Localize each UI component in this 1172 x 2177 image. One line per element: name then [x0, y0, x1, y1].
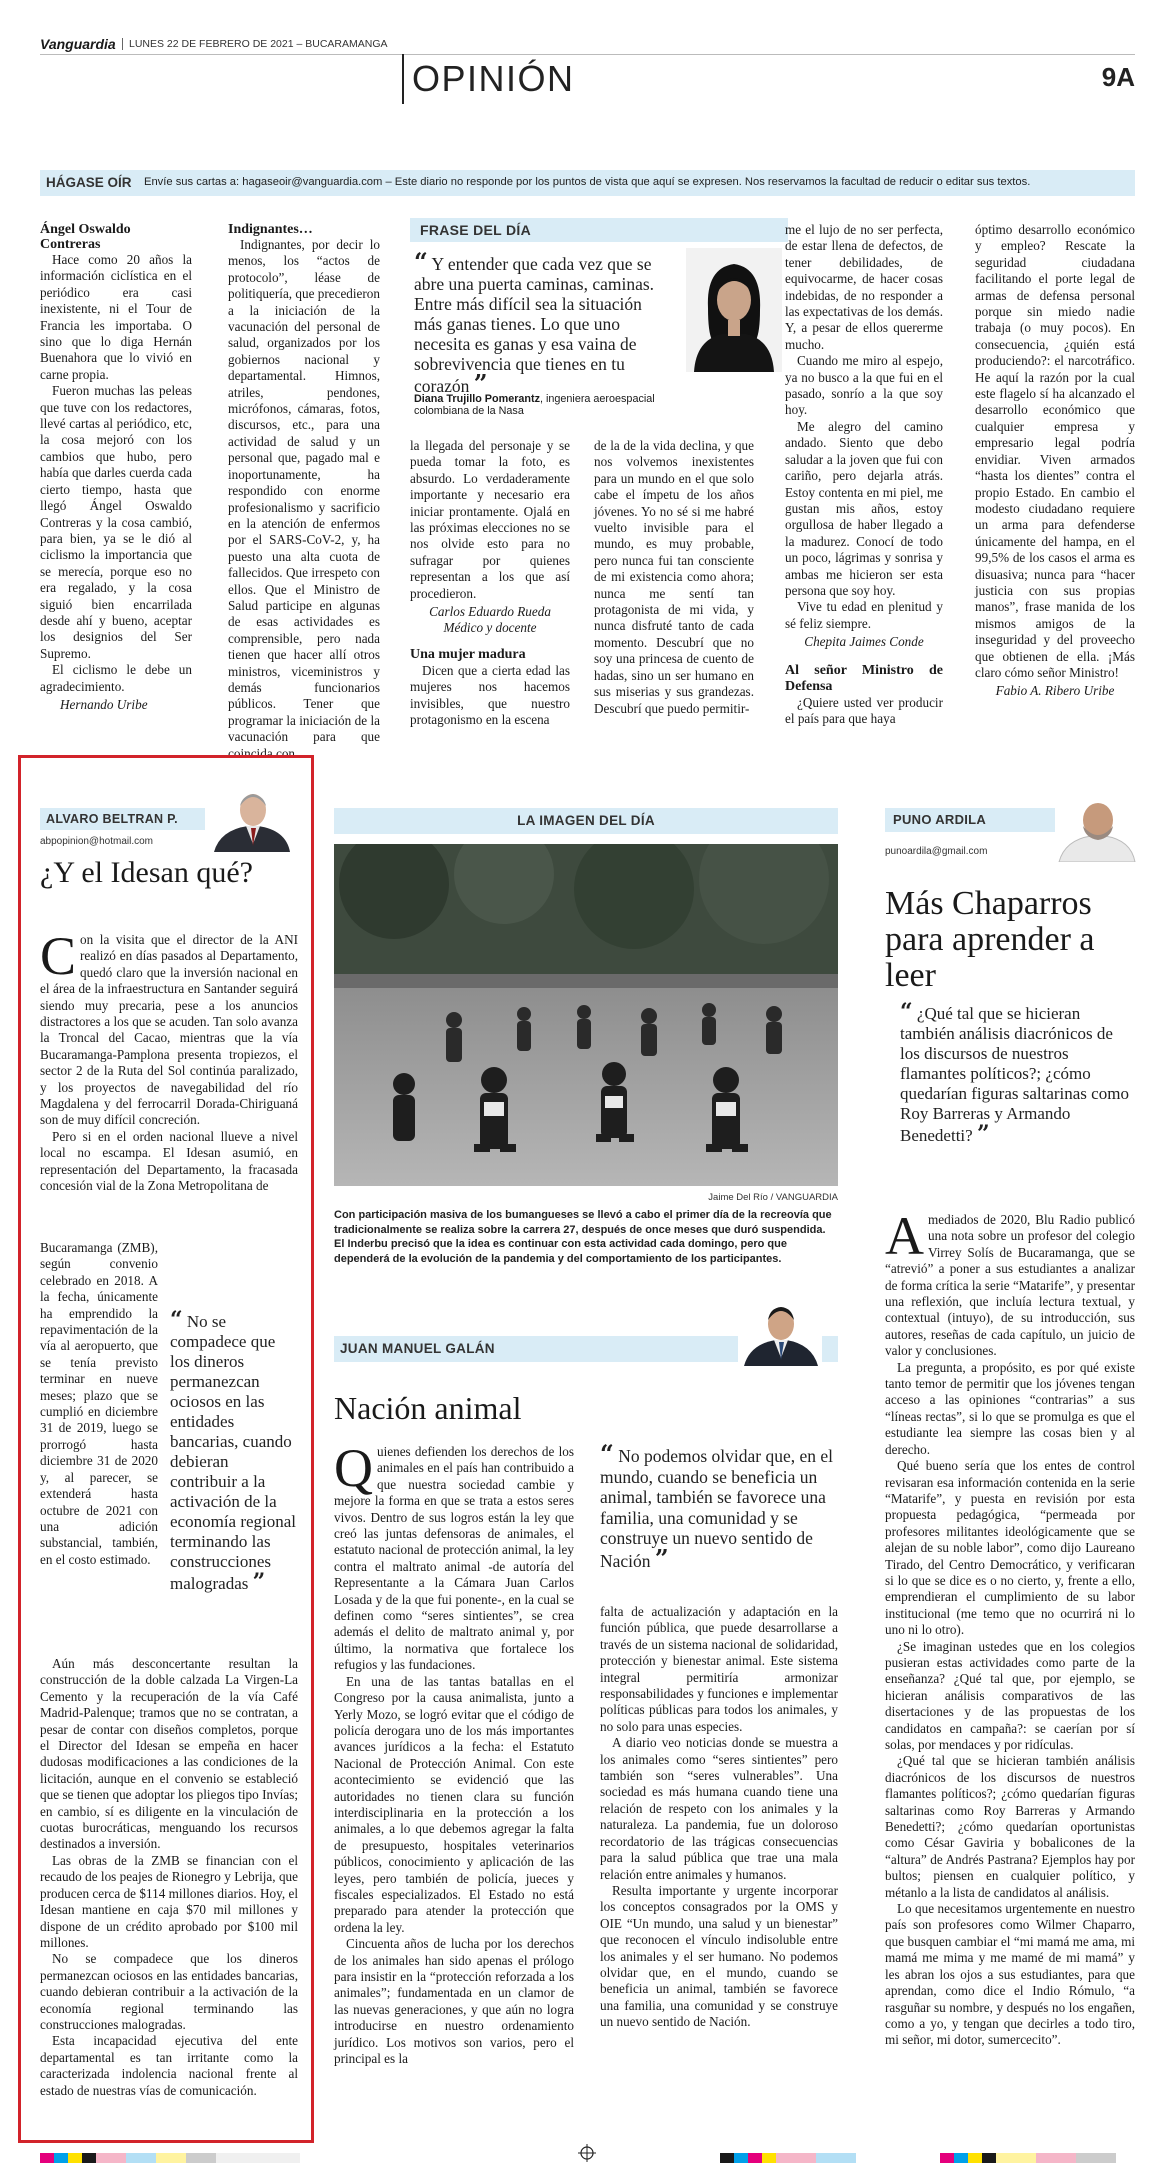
photo-recreovia [334, 844, 838, 1186]
author-label-right: PUNO ARDILA [885, 808, 1055, 832]
column-paragraph: A diario veo noticias donde se muestra a los animales como “seres sintientes” pero también son “seres vulnerables”. Una sociedad es más humana cuando tiene una relación de respeto con los animales y la naturaleza. La pandemia, fue un doloroso recordatorio de las trágicas consecuencias para la salud pública que trae una mala relación entre animales y humanos. [600, 1735, 838, 1882]
header-rule [40, 54, 1135, 55]
letter-paragraph: Cuando me miro al espejo, ya no busco a la que fui en el pasado, sonrío a la que soy hoy. [785, 353, 943, 418]
column-headline-right: Más Chaparros para aprender a leer [885, 885, 1095, 994]
letter-signature: Carlos Eduardo Rueda [429, 604, 551, 620]
letter-paragraph: la llegada del personaje y se pueda tomar la foto, es absurdo. Lo verdaderamente importante y necesario era iniciar prontamente. Ojalá en las próximas elecciones no se nos olvide esto para no sufragar por quienes representan a los que así procedieron. [410, 438, 570, 601]
letter-paragraph: Dicen que a cierta edad las mujeres nos hacemos invisibles, que nuestro protagonismo en la escena [410, 662, 570, 728]
column-paragraph: Lo que necesitamos urgentemente en nuestro país son profesores como Wilmer Chaparro, que busquen cambiar el “mi mamá me ama, mi mamá me mima y me mamé de mi mamá” y les abran los ojos a sus estudiantes, para que aprendan, como dice el Indio Rómulo, “a rasguñar su nombre, y después no los engañen, como a yo, y tengan que decirles a todo tiro, mi señor, mi dotor, sumercecito”. [885, 1901, 1135, 2048]
column-paragraph: on la visita que el director de la ANI realizó en días pasados al Departamento, quedó claro que la inversión nacional en el área de la infraestructura en Santander seguirá siendo muy precaria, pese a los anuncios distractores a los que se acuden. Tan solo avanza la Troncal del Cacao, mientras que la vía Bucaramanga-Pamplona presenta tropiezos, el sector 2 de la Ruta del Sol continúa paralizado, y los proyectos de navegabilidad del río Magdalena y del ferrocarril Dorada-Chiriguaná son de muy difícil concreción. [40, 932, 298, 1128]
letter-paragraph: de la de la vida declina, y que nos volvemos inexistentes para un mundo en el que solo cabe el ímpetu de los años jóvenes. Yo no sé si me habré vuelto invisible para el mundo, es muy probable, pero nunca fui tan consciente de mi existencia como ahora; nunca me sentí tan protagonista de mi vida, y nunca disfruté tanto de cada momento. Descubrí que no soy una princesa de cuento de hadas, sino un ser humano en sus miserias y sus grandezas. Descubrí que puedo permitir- [594, 438, 754, 716]
author-label-mid: JUAN MANUEL GALÁN [334, 1336, 838, 1362]
author-label: ALVARO BELTRAN P. [40, 808, 205, 830]
letter-col-1 [40, 222, 192, 713]
column-paragraph: Qué bueno sería que los entes de control revisaran esa información contenida en la serie “Matarife”, y puesta en revisión por esta propuesta pedagógica, “permeada por profesores militantes ideológicamente que se alejan de su noble labor”, como dijo Laureano Tirado, del Centro Democrático, y verificaran si lo que se dice es o no cierto, y, frente a ello, emprendieran el cumplimiento de su labor institucional (me temo que no ocurrirá ni lo uno ni lo otro). [885, 1458, 1135, 1638]
letter-signature: Chepita Jaimes Conde [804, 634, 924, 650]
letter-title: Ángel Oswaldo Contreras [40, 222, 131, 252]
photo-caption: Con participación masiva de los bumangueses se llevó a cabo el primer día de la recreovía que tradicionalmente se realiza sobre la carrera 27, después de once meses que duró suspendida. El Inderbu precisó que la idea es continuar con esta actividad cada domingo, pero que dependerá de la evolución de la pandemia y del comportamiento de los participantes. [334, 1209, 832, 1265]
close-quote-icon: ” [252, 1569, 266, 1595]
column-paragraph: mediados de 2020, Blu Radio publicó una nota sobre un profesor del colegio Virrey Solís de Bucaramanga, que se “atrevió” a poner a sus estudiantes a analizar de forma crítica la serie “Matarife”, y presentar una reflexión, que incluía lectura textual, y contextual (intuyo), de su introducción, sus autores, reseñas de cada capítulo, un juicio de valor y conclusiones. [885, 1212, 1135, 1359]
letter-paragraph: Hace como 20 años la información ciclística en el periódico era casi inexistente, ni el Tour de Francia les importaba. O sino que lo diga Hernán Buenahora que lo vivió en carne propia. [40, 252, 192, 382]
letter-paragraph: Vive tu edad en plenitud y sé feliz siempre. [785, 599, 943, 631]
column-right-pullquote: “ ¿Qué tal que se hicieran también análisis diacrónicos de los discursos de nuestros flamantes políticos?; ¿cómo quedarían figuras saltarinas como Roy Barreras y Armando Benedetti? ” [900, 999, 1129, 1147]
column-paragraph: La pregunta, a propósito, es por qué existe tanto temor de permitir que los jóvenes tengan acceso a las opiniones “contrarias” a sus “líneas rectas”, si lo que se promulga es que el estudiante lea siempre las cosas bien y al derecho. [885, 1359, 1135, 1457]
frase-photo [686, 248, 782, 372]
column-left-narrow [40, 1240, 158, 1568]
letters-bar-label: HÁGASE OÍR [46, 175, 132, 190]
column-mid-pullquote: “ No podemos olvidar que, en el mundo, cuando se beneficia un animal, también se favorece una familia, una comunidad y se construye un nuevo sentido de Nación ” [600, 1439, 833, 1573]
letter-paragraph: El ciclismo le debe un agradecimiento. [40, 662, 192, 694]
letter-signature: Hernando Uribe [60, 696, 148, 712]
author-email-right: punoardila@gmail.com [885, 846, 988, 857]
letter-title: Al señor Ministro de Defensa [785, 662, 943, 694]
dropcap: A [885, 1206, 924, 1266]
column-right-body [885, 1206, 1135, 2049]
letter-signature-role: Médico y docente [443, 620, 537, 636]
column-left-body [40, 926, 298, 1195]
author-photo-mid [738, 1298, 822, 1366]
open-quote-icon: “ [600, 1439, 614, 1468]
letter-paragraph: óptimo desarrollo económico y empleo? Rescate la seguridad ciudadana facilitando el porte legal de armas de defensa personal porque sin miedo nadie trabaja (o muy pocos). En consecuencia, ¿quién está produciendo?: el narcotráfico. He aquí la razón por la cual este flagelo sí ha alcanzado el desarrollo económico que cualquier empresa y empresario legal podría envidiar. Viven armados “hasta los dientes” contra el propio Estado. En cambio el modesto ciudadano requiere un arma para defenderse únicamente del hampa, en el 99,5% de los casos el arma es disuasiva; nunca para “hacer justicia con sus propias manos”, frase manida de los mismos amigos de la inseguridad y del proveecho que obtienen de ella. ¡Más claro cómo señor Ministro! [975, 222, 1135, 680]
column-paragraph: No se compadece que los dineros permanezcan ociosos en las entidades bancarias, cuando debieran contribuir a la activación de la economía regional terminando las construcciones malogradas. [40, 1951, 298, 2032]
registration-bar-right [940, 2150, 1135, 2160]
letter-col-5 [785, 222, 943, 727]
letter-paragraph: Indignantes, por decir lo menos, los “actos de protocolo”, léase de politiquería, que precedieron a la iniciación de la vacunación del personal de salud, organizados por los gobiernos nacional y departamental. Himnos, atriles, pendones, micrófonos, cámaras, fotos, discursos, etc., para una actividad de salud y un personal que, pagado mal e inoportunamente, ha respondido con enorme profesionalismo y sacrificio en la atención de enfermos por el SARS-CoV-2, y, ha puesto una alta cuota de fallecidos. Que irrespeto con ellos. Que el Ministro de Salud participe en algunas de esas actividades es comprensible, pero nada tienen que hacer allí otros ministros, viceministros y demás funcionarios públicos. Tener que programar la iniciación de la vacunación para que coincida con [228, 237, 380, 761]
dropcap: Q [334, 1438, 373, 1498]
author-photo-right [1055, 796, 1139, 862]
close-quote-icon: ” [654, 1543, 669, 1573]
letter-title: Una mujer madura [410, 646, 526, 662]
registration-mark-icon [578, 2144, 596, 2162]
open-quote-icon: “ [414, 247, 428, 276]
column-paragraph: Pero si en el orden nacional llueve a nivel local no escampa. El Idesan asumió, en representación del Departamento, la fracasada concesión vial de la Zona Metropolitana de [40, 1128, 298, 1194]
masthead [40, 36, 1135, 106]
dropcap: C [40, 926, 77, 986]
close-quote-icon: ” [473, 369, 488, 398]
section-divider [402, 54, 404, 104]
column-headline-mid: Nación animal [334, 1390, 522, 1426]
letter-paragraph: Fueron muchas las peleas que tuve con los redactores, llevé cartas al periódico, etc, la cosa mejoró con los cambios que hubo, pero había que darles cuerda cada cierto tiempo, hasta que llegó Ángel Oswaldo Contreras y la cosa cambió, para bien, ya se le dió al ciclismo la importancia que se merecía, porque eso no era regalado, y la cosa siguió bien encarrilada desde ahí y bueno, aceptar los designios del Ser Supremo. [40, 383, 192, 661]
letter-signature: Fabio A. Ribero Uribe [995, 683, 1115, 699]
close-quote-icon: ” [976, 1121, 990, 1147]
page-number: 9A [1101, 62, 1135, 92]
open-quote-icon: “ [170, 1307, 183, 1333]
frase-author: Diana Trujillo Pomerantz, ingeniera aeroespacial colombiana de la Nasa [414, 393, 655, 417]
photo-credit: Jaime Del Río / VANGUARDIA [708, 1192, 838, 1203]
column-left-pullquote: “ No se compadece que los dineros permanezcan ociosos en las entidades bancarias, cuando debieran contribuir a la activación de la economía regional terminando las construcciones malogradas ” [170, 1307, 297, 1595]
image-del-dia-label: LA IMAGEN DEL DÍA [517, 813, 655, 828]
frase-label: FRASE DEL DÍA [410, 218, 788, 242]
letters-bar [40, 170, 1135, 196]
column-paragraph: Bucaramanga (ZMB), según convenio celebrado en 2018. A la fecha, únicamente ha emprendido la repavimentación de la vía al aeropuerto, que se tenía previsto terminar en nueve meses; plazo que se cumplió en diciembre 31 de 2019, luego se prorrogó hasta diciembre 31 de 2020 y, al parecer, se extenderá hasta octubre de 2021 con una adición substancial, también, en el costo estimado. [40, 1240, 158, 1567]
letter-paragraph: Me alegro del camino andado. Siento que debo saludar a la joven que fui con cariño, pero dejarla atrás. Estoy contenta en mi piel, me gustan mis años, estoy orgullosa de haber llegado a la madurez. Conocí de todo un poco, lágrimas y sonrisa y ambas me hicieron ser esta persona que soy hoy. [785, 418, 943, 598]
logo: Vanguardia [40, 36, 116, 52]
column-paragraph: Esta incapacidad ejecutiva del ente departamental es tan irritante como la caracterizada indolencia nacional frente al estado de nuestras vías de comunicación. [40, 2033, 298, 2098]
author-email: abpopinion@hotmail.com [40, 836, 153, 847]
column-paragraph: Aún más desconcertante resultan la construcción de la doble calzada La Virgen-La Cemento y la recuperación de la vía Café Madrid-Palenque; tramos que no se contratan, a pesar de contar con diseños completos, porque el Director del Idesan se empeña en hacer dudosas modificaciones a las condiciones de la licitación, aunque en el convenio se estableció que se tienen que adoptar los pliegos tipo Invías; en cambio, sí es diligente en la vinculación de cuotas burocráticas, menguando los recursos destinados a inversión. [40, 1656, 298, 1852]
column-paragraph: uienes defienden los derechos de los animales en el país han contribuido a que nuestra sociedad cambie y mejore la forma en que se trata a estos seres vivos. Dentro de sus logros están la ley que creó las juntas defensoras de animales, el estatuto nacional de protección animal, la ley contra el maltrato animal -de autoría del Representante a la Cámara Juan Carlos Losada y de la que fui ponente-, en la cual se definen como “seres sintientes”, se crea además el delito de maltrato animal y, por último, la normativa que fortalece los refugios y las fundaciones. [334, 1444, 574, 1673]
dateline: LUNES 22 DE FEBRERO DE 2021 – BUCARAMANGA [122, 38, 388, 50]
column-mid-body-1 [334, 1438, 574, 2067]
letter-col-6 [975, 222, 1135, 700]
author-photo [208, 786, 294, 852]
registration-bar-left [40, 2150, 300, 2160]
letter-paragraph: ¿Quiere usted ver producir el país para que haya [785, 694, 943, 726]
open-quote-icon: “ [900, 999, 913, 1025]
letter-col-2 [228, 222, 380, 770]
column-headline: ¿Y el Idesan qué? [40, 856, 253, 889]
letters-bar-text: Envíe sus cartas a: hagaseoir@vanguardia.com – Este diario no responde por los puntos de vista que aquí se expresen. Nos reservamos la facultad de reducir o editar sus textos. [144, 176, 1031, 188]
frase-del-dia [410, 218, 788, 418]
column-left-body-2 [40, 1656, 298, 2099]
column-paragraph: falta de actualización y adaptación en la función pública, que puede desarrollarse a través de un sistema nacional de solidaridad, protección y bienestar animal. Este sistema integral permitiría armonizar responsabilidades y funciones e implementar políticas públicas para todos los animales, y no solo para unas especies. [600, 1604, 838, 1734]
column-paragraph: ¿Qué tal que se hicieran también análisis diacrónicos de los discursos de nuestros flamantes políticos?; ¿cómo quedarían figuras saltarinas como Roy Barreras y Armando Benedetti?; ¿cómo quedarían oportunistas como César Gaviria y bobalicones de la “altura” de Andrés Pastrana? Ejemplos hay por bultos; piensen en cualquier político, y métanlo a la lista de candidatos al análisis. [885, 1753, 1135, 1900]
column-mid-body-2 [600, 1604, 838, 2031]
column-paragraph: ¿Se imaginan ustedes que en los colegios pusieran estas actividades como parte de la enseñanza? ¿Qué tal que, por ejemplo, se hicieran análisis comparativos de las disertaciones y de las propuestas de los candidatos en campaña?: se caerían por sí solas, por mendaces y por ridículas. [885, 1638, 1135, 1752]
section-title: OPINIÓN [412, 58, 575, 99]
frase-quote: “ Y entender que cada vez que se abre una puerta caminas, caminas. Entre más difícil sea la situación más ganas tienes. Lo que uno necesita es ganas y esa vaina de sobrevivencia que tienes en tu corazón ” [414, 247, 655, 398]
letter-paragraph: me el lujo de no ser perfecta, de estar llena de defectos, de tener debilidades, de equivocarme, de hacer cosas indebidas, de no responder a las expectativas de los demás. Y, a pesar de ellos quererme mucho. [785, 222, 943, 352]
letter-title: Indignantes… [228, 222, 313, 237]
column-paragraph: Las obras de la ZMB se financian con el recaudo de los peajes de Rionegro y Lebrija, que producen cerca de $114 millones diarios. Hoy, el Idesan mantiene en caja $70 mil millones y dispone de un crédito aprobado por $100 mil millones. [40, 1852, 298, 1950]
registration-bar-center [720, 2150, 880, 2160]
column-paragraph: En una de las tantas batallas en el Congreso por la causa animalista, junto a Yerly Mozo, se logró evitar que el código de policía derogara uno de los más importantes avances jurídicos a la fecha: el Estatuto Nacional de Protección Animal. Con este acontecimiento se evidenció que las autoridades no tienen clara su función interdisciplinaria en la protección a los animales, a lo que debemos agregar la falta de presupuesto, hospitales veterinarios públicos, conocimiento y aplicación de las leyes, pero también de policía, jueces y fiscales especializados. El Estado no está preparado para atender la protección que ordena la ley. [334, 1673, 574, 1935]
column-paragraph: Cincuenta años de lucha por los derechos de los animales han sido apenas el prólogo para insistir en la “protección reforzada a los animales”; fundamentada en un clamor de las nuevas generaciones, y que aún no logra introducirse en nuestro ordenamiento jurídico. Los motivos son varios, pero el principal es la [334, 1936, 574, 2067]
image-del-dia-bar [334, 808, 838, 834]
column-paragraph: Resulta importante y urgente incorporar los conceptos consagrados por la OMS y OIE “Un mundo, una salud y un bienestar” que reconocen el vínculo indisoluble entre los animales y el ser humano. No podemos olvidar que, en el mundo, cuando se beneficia un animal, también se favorece una familia, una comunidad y se construye un nuevo sentido de Nación. [600, 1882, 838, 2030]
letter-col-3 [410, 438, 570, 729]
letter-col-4 [594, 438, 754, 717]
